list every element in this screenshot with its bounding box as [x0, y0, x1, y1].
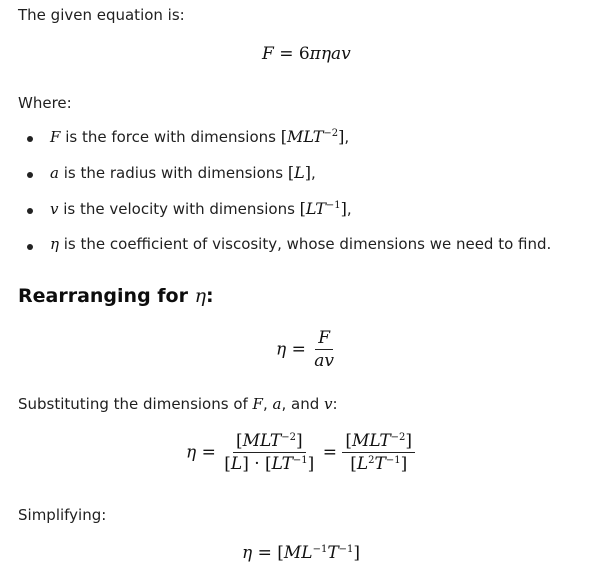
- equals-sign: =: [322, 442, 337, 463]
- var-a: a: [50, 164, 59, 182]
- bullet-dot: [27, 244, 33, 250]
- var-f: F: [50, 128, 61, 146]
- item-text: is the radius with dimensions: [58, 164, 288, 182]
- subst-var-a: a: [272, 395, 282, 413]
- list-item-force: F is the force with dimensions $[MLT^{-2}]$,: [50, 127, 350, 146]
- list-item-viscosity: [50, 235, 551, 253]
- subst-sep: ,: [262, 395, 273, 413]
- list-item-radius: a is the radius with dimensions [L],: [50, 163, 316, 182]
- where-label: Where:: [18, 94, 72, 112]
- fraction-denominator: av: [314, 351, 334, 371]
- bullet-dot: [27, 136, 33, 142]
- item-text: is the coefficient of viscosity, whose dimensions we need to find.: [59, 235, 552, 253]
- subst-tail: :: [332, 395, 338, 413]
- rearranged-equation: [276, 327, 337, 372]
- subst-text: Substituting the dimensions of: [18, 395, 253, 413]
- heading-tail: :: [205, 285, 214, 307]
- eq-lhs: η: [186, 442, 197, 463]
- fraction: [311, 327, 337, 372]
- heading-var: η: [194, 285, 206, 307]
- list-item-velocity: v is the velocity with dimensions $[LT^{-1}]$,: [50, 199, 352, 218]
- result-equation: $\eta = [ML^{-1}T^{-1}]$: [242, 543, 361, 563]
- fraction-numerator: F: [315, 327, 333, 350]
- item-tail: ,: [344, 128, 350, 146]
- heading-text: Rearranging for: [18, 285, 195, 307]
- fraction-right: $\frac{[MLT^{-2}]}{[L^2T^{-1}]}$: [342, 430, 415, 475]
- subst-sep: , and: [281, 395, 324, 413]
- section-heading: [18, 285, 214, 307]
- item-text: is the force with dimensions: [60, 128, 281, 146]
- bullet-dot: [27, 208, 33, 214]
- item-tail: ,: [346, 200, 352, 218]
- item-tail: ,: [311, 164, 316, 182]
- simplifying-text: Simplifying:: [18, 506, 107, 524]
- var-eta: η: [50, 235, 59, 253]
- item-text: is the velocity with dimensions: [58, 200, 300, 218]
- var-v: v: [50, 200, 59, 218]
- substituted-equation: η = $\frac{[MLT^{-2}]}{[L] \cdot [LT^{-1}]}$ = $\frac{[MLT^{-2}]}{[L^2T^{-1}]}$: [186, 430, 415, 475]
- subst-var-v: v: [324, 395, 333, 413]
- bullet-dot: [27, 172, 33, 178]
- intro-text: The given equation is:: [18, 6, 185, 24]
- fraction-left: $\frac{[MLT^{-2}]}{[L] \cdot [LT^{-1}]}$: [224, 431, 315, 474]
- substituting-text: [18, 395, 338, 413]
- eq-lhs: η =: [276, 339, 306, 360]
- subst-var-f: F: [252, 395, 263, 413]
- main-equation: F = 6πηav: [262, 44, 351, 64]
